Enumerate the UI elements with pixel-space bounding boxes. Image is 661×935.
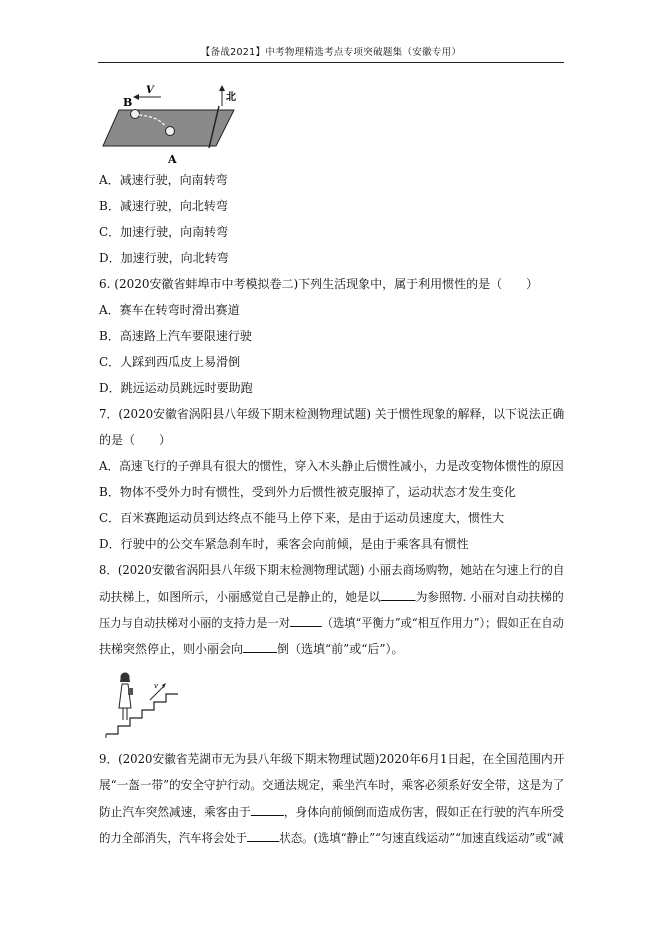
q5-option-a: A．减速行驶，向南转弯: [99, 173, 228, 187]
figure-ball-on-plane: [99, 84, 239, 168]
q7-stem-line1: 7．(2020安徽省涡阳县八年级下期末检测物理试题) 关于惯性现象的解释，以下说法正确: [99, 407, 565, 421]
q8-blank1[interactable]: [380, 588, 415, 601]
q8-line3-part1: 压力与自动扶梯对小丽的支持力是一对: [99, 616, 290, 630]
q6-option-c: C．人踩到西瓜皮上易滑倒: [99, 355, 241, 369]
q8-line1: 8．(2020安徽省涡阳县八年级下期末检测物理试题) 小丽去商场购物，她站在匀速上行的自: [99, 563, 565, 577]
q8-line2-part1: 动扶梯上，如图所示，小丽感觉自己是静止的，她是以: [99, 590, 381, 604]
q7-option-d: D．行驶中的公交车紧急刹车时，乘客会向前倾，是由于乘客具有惯性: [99, 537, 469, 551]
q9-line3-part2: ，身体向前倾倒而造成伤害，假如正在行驶的汽车所受: [283, 805, 565, 819]
q7-option-a: A．高速飞行的子弹具有很大的惯性，穿入木头静止后惯性减小，力是改变物体惯性的原因: [99, 459, 564, 473]
q8-line2-part2: 为参照物. 小丽对自动扶梯的: [415, 590, 564, 604]
label-north: 北: [226, 92, 236, 103]
q8-blank3[interactable]: [243, 640, 277, 653]
girl-body: [119, 684, 131, 708]
header-title: 【备战2021】中考物理精选考点专项突破题集（安徽专用）: [200, 47, 462, 58]
q9-line4-part1: 的力全部消失，汽车将会处于: [99, 831, 248, 845]
label-v-small: v: [154, 682, 158, 690]
figure-escalator: [104, 668, 184, 740]
label-v: V: [146, 85, 154, 96]
ball-b: [131, 110, 140, 119]
q8-line4: [99, 640, 404, 657]
q7-option-c: C．百米赛跑运动员到达终点不能马上停下来，是由于运动员速度大，惯性大: [99, 511, 505, 525]
q8-line3-part2: （选填“平衡力”或“相互作用力”）；假如正在自动: [321, 616, 564, 630]
q7-option-b: B．物体不受外力时有惯性，受到外力后惯性被克服掉了，运动状态才发生变化: [99, 485, 516, 499]
q9-line1: 9．(2020安徽省芜湖市无为县八年级下期末物理试题)2020年6月1日起，在全国范围内开: [99, 752, 565, 766]
q9-line3: [99, 803, 564, 820]
q9-blank2[interactable]: [247, 829, 279, 842]
q6-option-b: B．高速路上汽车要限速行驶: [99, 329, 252, 343]
q9-line3-part1: 防止汽车突然减速，乘客由于: [99, 805, 251, 819]
escalator-steps: [106, 694, 178, 734]
q5-option-c: C．加速行驶，向南转弯: [99, 225, 229, 239]
page-header: [98, 44, 564, 63]
q5-option-b: B．减速行驶，向北转弯: [99, 199, 228, 213]
q6-option-d: D．跳远运动员跳远时要助跑: [99, 381, 253, 395]
q9-line2: 展“一盔一带”的安全守护行动。交通法规定，乘坐汽车时，乘客必须系好安全带，这是为了: [99, 778, 565, 792]
q9-line4: [99, 829, 564, 846]
q6-option-a: A．赛车在转弯时滑出赛道: [99, 303, 240, 317]
q6-stem: 6. (2020安徽省蚌埠市中考模拟卷二)下列生活现象中，属于利用惯性的是（ ）: [99, 277, 539, 291]
q7-stem-line2: 的是（ ）: [99, 433, 172, 447]
q8-line4-part1: 扶梯突然停止，则小丽会向: [99, 642, 244, 656]
label-a: A: [168, 153, 177, 166]
q8-line3: [99, 614, 564, 631]
q8-line4-part2: 倒（选填“前”或“后”）。: [277, 642, 404, 656]
ball-a: [166, 127, 175, 136]
q5-option-d: D．加速行驶，向北转弯: [99, 251, 229, 265]
q8-line2: [99, 588, 564, 605]
q8-blank2[interactable]: [290, 614, 322, 627]
label-b: B: [123, 96, 133, 109]
q9-blank1[interactable]: [251, 803, 284, 816]
q9-line4-part2: 状态。(选填“静止”“匀速直线运动”“加速直线运动”或“减: [279, 831, 564, 845]
